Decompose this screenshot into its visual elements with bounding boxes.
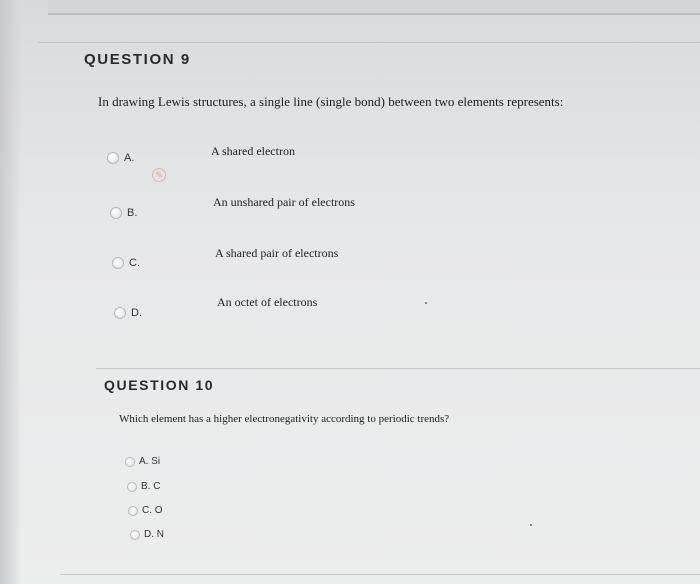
q10-option-b-label: B. C — [141, 481, 161, 492]
q10-option-a-label: A. Si — [139, 456, 161, 467]
q10-option-b[interactable] — [127, 481, 160, 492]
q10-option-a-radio[interactable] — [125, 457, 135, 467]
bottom-divider — [60, 574, 700, 575]
q10-option-d-radio[interactable] — [130, 530, 140, 540]
q9-question-text: In drawing Lewis structures, a single line (single bond) between two elements represents: — [98, 94, 564, 109]
q9-option-b[interactable] — [110, 207, 137, 219]
q10-option-c-radio[interactable] — [128, 506, 138, 516]
top-bar — [48, 0, 700, 15]
q9-option-a-letter: A. — [124, 152, 135, 164]
q9-title: QUESTION 9 — [84, 51, 191, 68]
stray-dot — [425, 302, 427, 304]
q9-option-d-radio[interactable] — [114, 307, 126, 319]
q9-option-c-radio[interactable] — [112, 257, 124, 269]
q10-question-text: Which element has a higher electronegativity according to periodic trends? — [119, 413, 450, 425]
q9-option-b-letter: B. — [127, 207, 138, 219]
q10-option-d[interactable] — [130, 529, 164, 540]
q10-option-c[interactable] — [128, 505, 163, 516]
q10-option-b-radio[interactable] — [127, 482, 137, 492]
q9-option-c-letter: C. — [129, 257, 140, 269]
pencil-mark-icon: ✎ — [152, 168, 166, 182]
q9-option-d[interactable] — [114, 307, 142, 319]
q10-option-c-label: C. O — [142, 505, 163, 516]
stray-dot-2 — [530, 524, 532, 526]
screen-edge-shadow — [0, 0, 22, 584]
q10-title: QUESTION 10 — [104, 377, 215, 393]
q10-option-a[interactable] — [125, 456, 160, 467]
q9-option-b-answer: An unshared pair of electrons — [213, 195, 355, 209]
q9-option-c[interactable] — [112, 257, 140, 269]
q9-option-c-answer: A shared pair of electrons — [215, 246, 339, 260]
q9-top-divider — [38, 42, 700, 43]
q10-top-divider — [96, 368, 700, 369]
q10-option-d-label: D. N — [144, 529, 164, 540]
q9-option-a[interactable] — [107, 152, 134, 164]
q9-option-a-radio[interactable] — [107, 152, 119, 164]
q9-option-a-answer: A shared electron — [211, 144, 295, 158]
q9-option-d-letter: D. — [131, 307, 142, 319]
q9-option-d-answer: An octet of electrons — [217, 295, 318, 309]
q9-option-b-radio[interactable] — [110, 207, 122, 219]
